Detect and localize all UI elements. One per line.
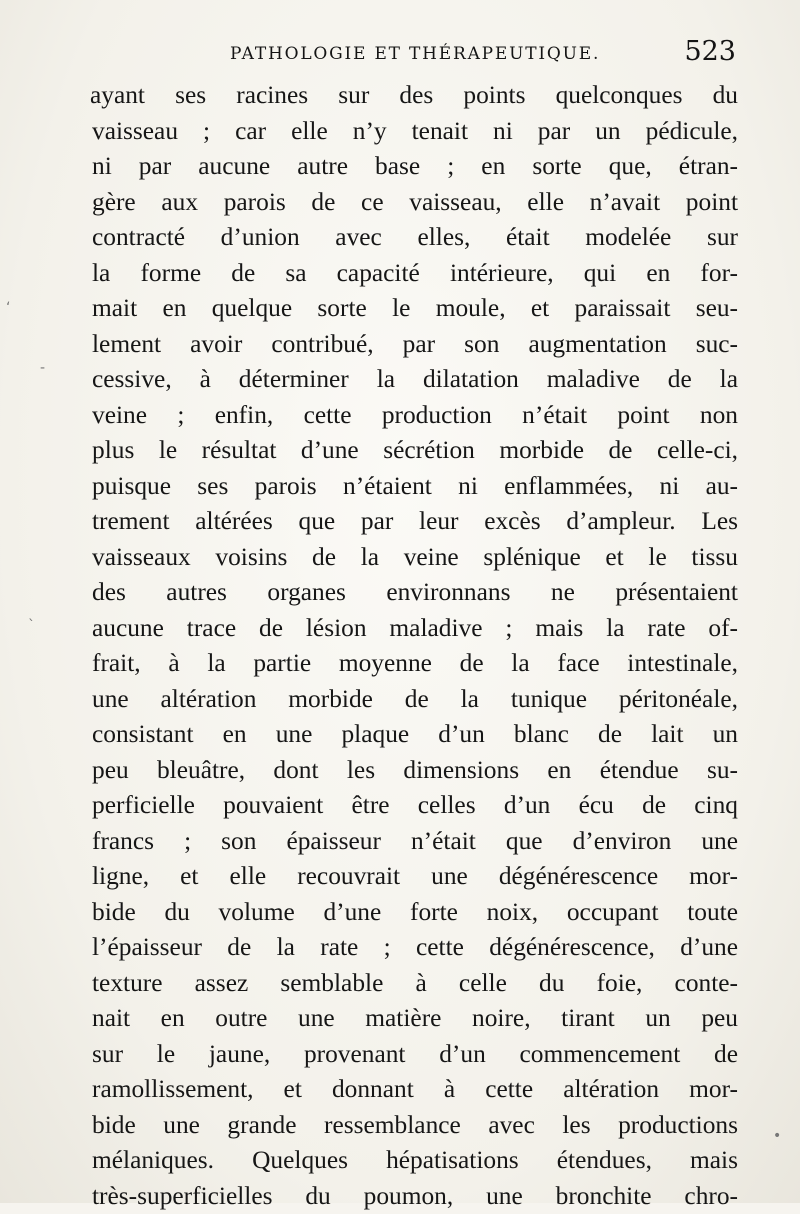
margin-speck: ` — [28, 618, 35, 634]
text-line: très-superficielles du poumon, une bronchite chro- — [82, 1179, 738, 1214]
text-line: sur le jaune, provenant d’un commencement de — [82, 1037, 738, 1073]
text-line: l’épaisseur de la rate ; cette dégénérescence, d’une — [82, 930, 738, 966]
text-line: trement altérées que par leur excès d’ampleur. Les — [82, 504, 738, 540]
text-line: francs ; son épaisseur n’était que d’environ une — [82, 824, 738, 860]
text-line: ligne, et elle recouvrait une dégénérescence mor- — [82, 859, 738, 895]
text-line: nait en outre une matière noire, tirant un peu — [82, 1001, 738, 1037]
margin-speck: - — [40, 360, 45, 376]
text-line: consistant en une plaque d’un blanc de lait un — [82, 717, 738, 753]
text-line: bide une grande ressemblance avec les productions — [82, 1108, 738, 1144]
text-line: bide du volume d’une forte noix, occupant toute — [82, 895, 738, 931]
text-line: texture assez semblable à celle du foie, conte- — [82, 966, 738, 1002]
running-head: PATHOLOGIE ET THÉRAPEUTIQUE. — [230, 44, 600, 64]
text-line: gère aux parois de ce vaisseau, elle n’avait point — [82, 185, 738, 221]
margin-speck: ‘ — [6, 300, 10, 316]
text-line: une altération morbide de la tunique péritonéale, — [82, 682, 738, 718]
text-line: plus le résultat d’une sécrétion morbide de celle-ci, — [82, 433, 738, 469]
text-line: la forme de sa capacité intérieure, qui en for- — [82, 256, 738, 292]
text-line: vaisseaux voisins de la veine splénique et le tissu — [82, 540, 738, 576]
text-line: mait en quelque sorte le moule, et paraissait seu- — [82, 291, 738, 327]
text-line: puisque ses parois n’étaient ni enflammées, ni au- — [82, 469, 738, 505]
text-line: perficielle pouvaient être celles d’un écu de cinq — [82, 788, 738, 824]
page-number: 523 — [684, 36, 736, 67]
margin-speck: • — [773, 1128, 781, 1144]
text-line: vaisseau ; car elle n’y tenait ni par un pédicule, — [82, 114, 738, 150]
text-line: ni par aucune autre base ; en sorte que, étran- — [82, 149, 738, 185]
text-line: aucune trace de lésion maladive ; mais la rate of- — [82, 611, 738, 647]
text-line: peu bleuâtre, dont les dimensions en étendue su- — [82, 753, 738, 789]
text-line: mélaniques. Quelques hépatisations étendues, mais — [82, 1143, 738, 1179]
text-line: des autres organes environnans ne présentaient — [82, 575, 738, 611]
text-line: veine ; enfin, cette production n’était point non — [82, 398, 738, 434]
page-header — [96, 36, 740, 76]
text-line: ramollissement, et donnant à cette altération mor- — [82, 1072, 738, 1108]
body-text — [82, 78, 738, 1214]
text-line: lement avoir contribué, par son augmentation suc- — [82, 327, 738, 363]
text-line: ayant ses racines sur des points quelconques du — [82, 78, 738, 114]
text-line: frait, à la partie moyenne de la face intestinale, — [82, 646, 738, 682]
text-line: contracté d’union avec elles, était modelée sur — [82, 220, 738, 256]
text-line: cessive, à déterminer la dilatation maladive de la — [82, 362, 738, 398]
